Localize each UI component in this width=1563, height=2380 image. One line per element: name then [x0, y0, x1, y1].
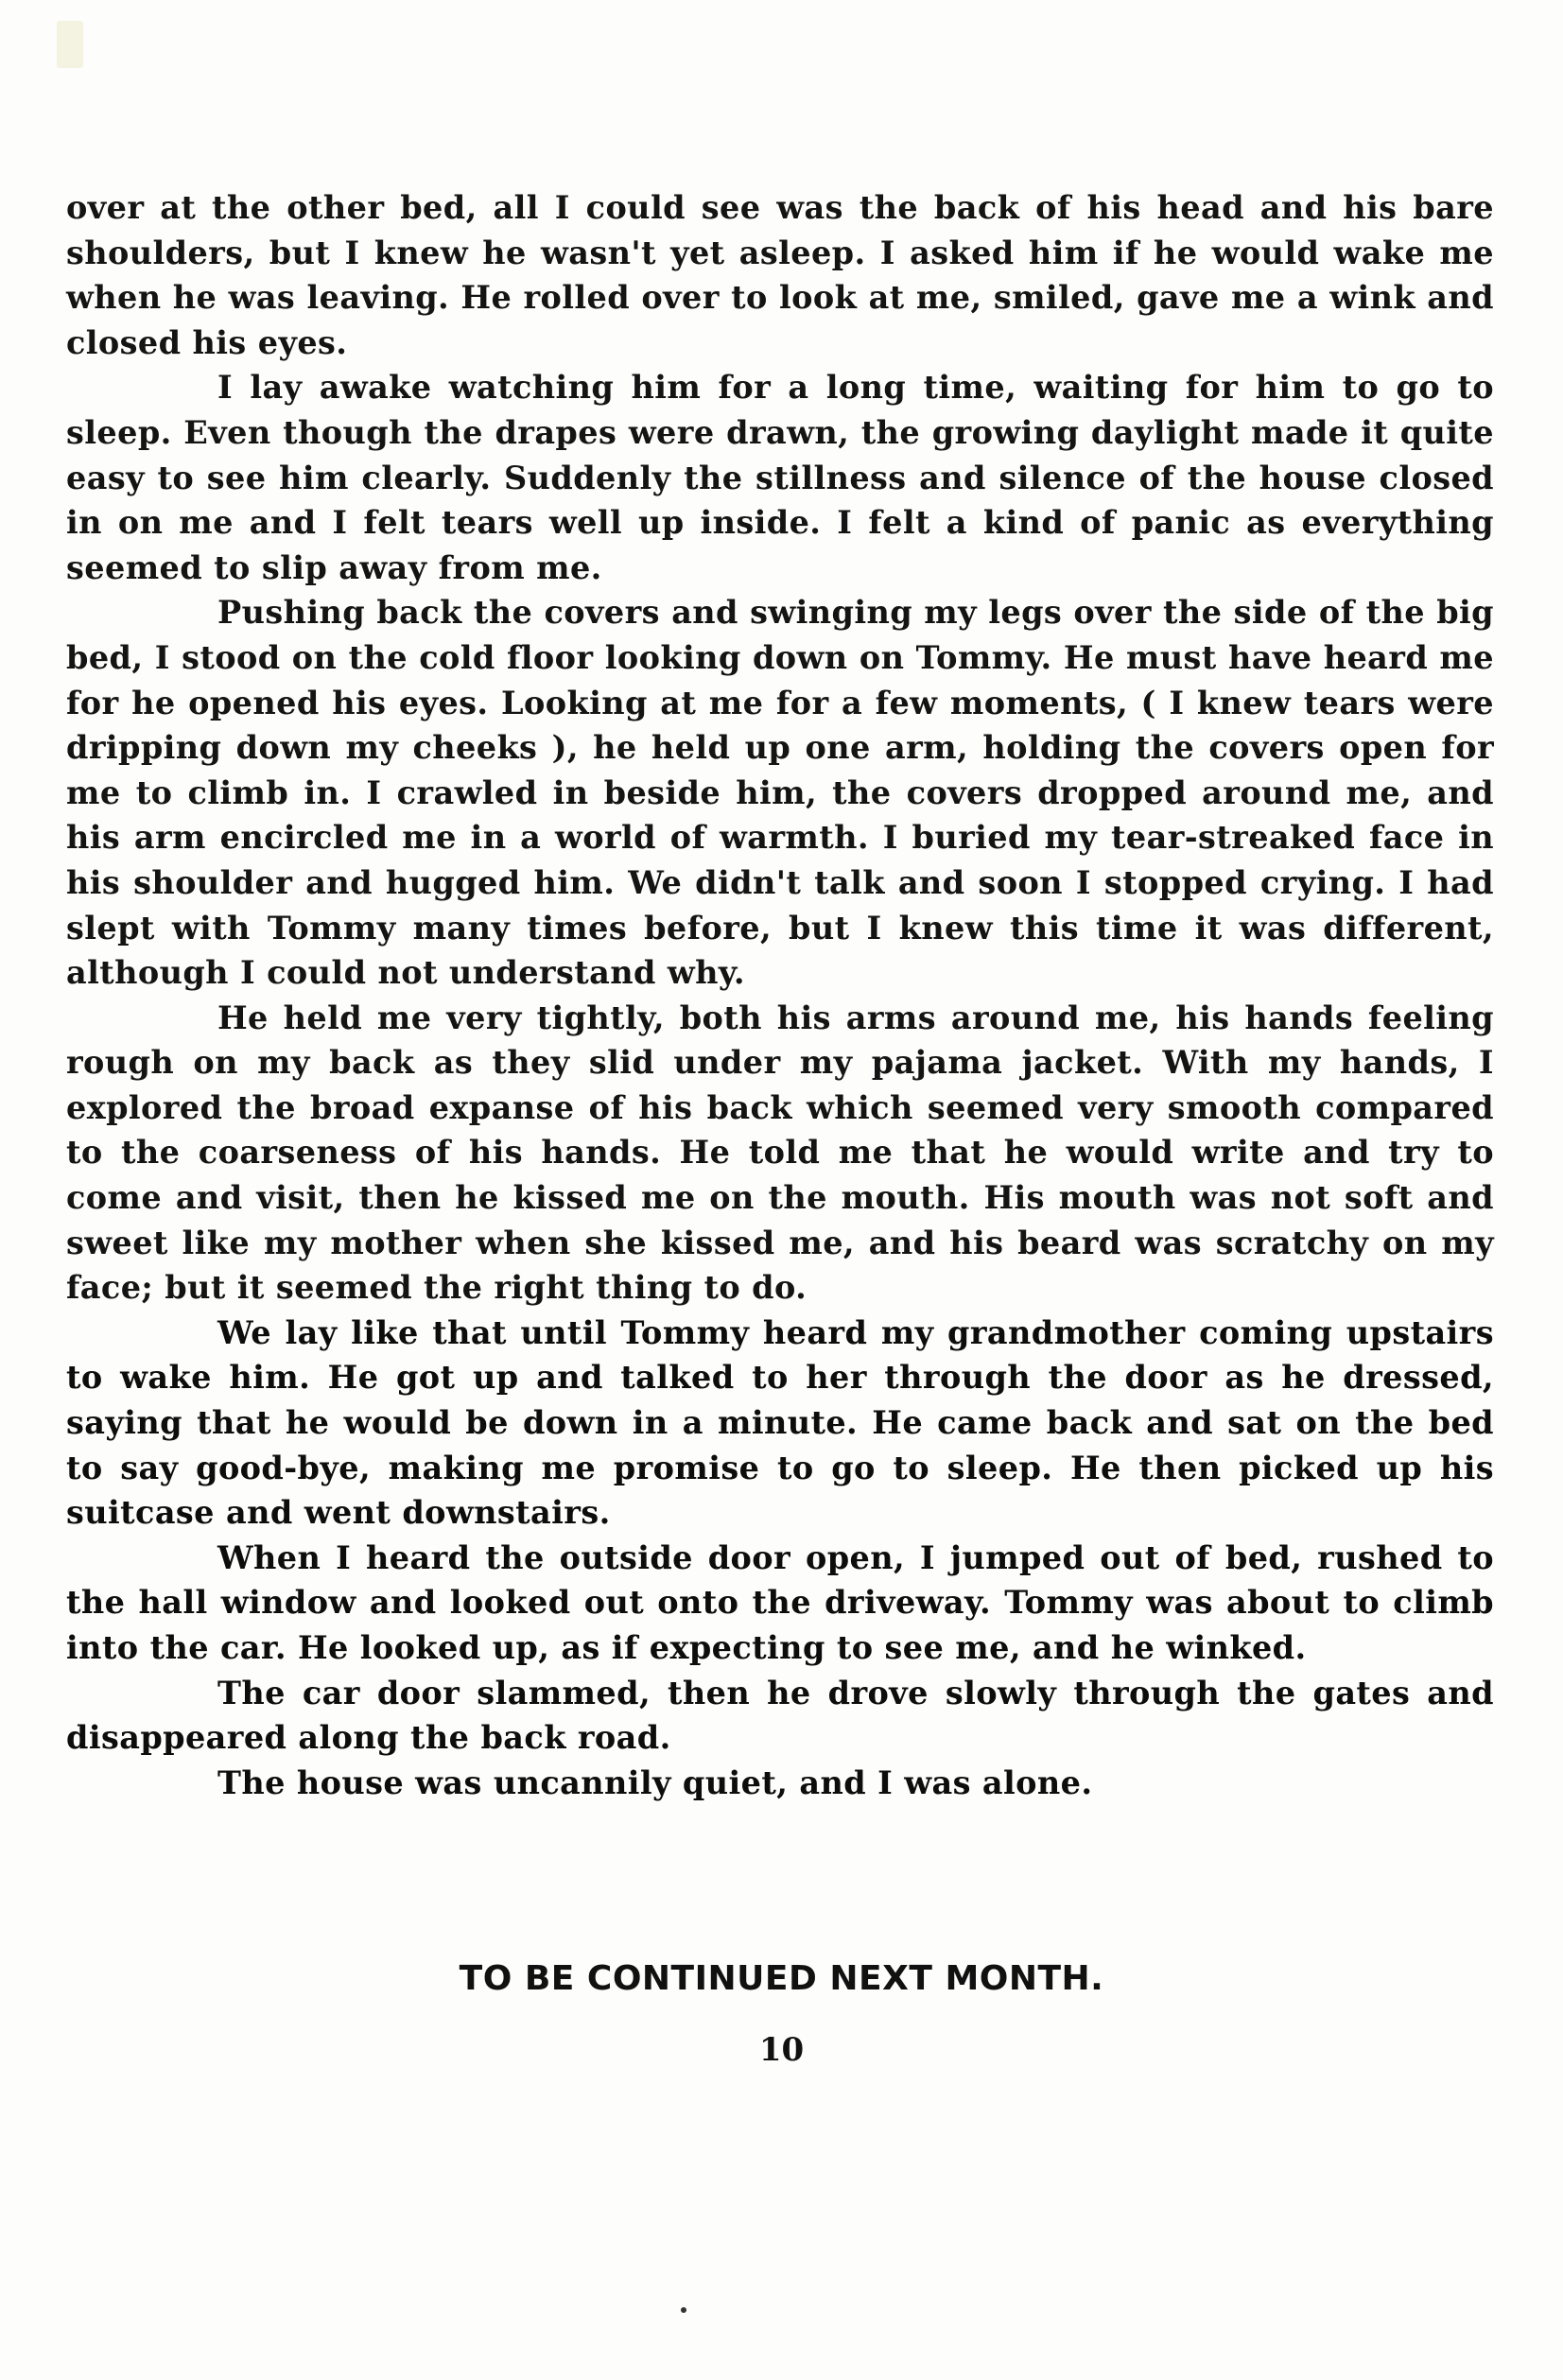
paragraph: over at the other bed, all I could see was the back of his head and his bare shoulders, but I knew he wasn't yet asleep. I asked him if he would wake me when he was leaving. He rolled over to look at me, smiled, gave me a wink and closed his eyes. — [66, 189, 1494, 361]
paragraph: We lay like that until Tommy heard my grandmother coming upstairs to wake him. He got up and talked to her through the door as he dressed, saying that he would be down in a minute. He came back and sat on the bed to say good-bye, making me promise to go to sleep. He then picked up his suitcase and went downstairs. — [66, 1313, 1494, 1532]
page-number: 10 — [758, 2031, 805, 2069]
continued-note: TO BE CONTINUED NEXT MONTH. — [459, 1959, 1104, 1998]
paragraph: When I heard the outside door open, I jumped out of bed, rushed to the hall window and looked out onto the driveway. Tommy was about to climb into the car. He looked up, as if expecting to see me, and he winked. — [66, 1538, 1494, 1666]
paragraph: Pushing back the covers and swinging my legs over the side of the big bed, I stood on the cold floor looking down on Tommy. He must have heard me for he opened his eyes. Looking at me for a few moments, ( I knew tears were dripping down my cheeks ), he held up one arm, holding the covers open for me to climb in. I crawled in beside him, the covers dropped around me, and his arm encircled me in a world of warmth. I buried my tear-streaked face in his shoulder and hugged him. We didn't talk and soon I stopped crying. I had slept with Tommy many times before, but I knew this time it was different, although I could not understand why. — [66, 594, 1494, 992]
paragraph: The house was uncannily quiet, and I was alone. — [217, 1763, 1093, 1801]
story-text — [66, 185, 1494, 1805]
paragraph: I lay awake watching him for a long time, waiting for him to go to sleep. Even though the drapes were drawn, the growing daylight made it quite easy to see him clearly. Suddenly the stillness and silence of the house closed in on me and I felt tears well up inside. I felt a kind of panic as everything seemed to slip away from me. — [66, 369, 1494, 586]
paper-speck — [681, 2307, 686, 2313]
paper-stain — [57, 21, 83, 68]
paragraph: The car door slammed, then he drove slowly through the gates and disappeared along the back road. — [66, 1674, 1494, 1757]
paragraph: He held me very tightly, both his arms around me, his hands feeling rough on my back as they slid under my pajama jacket. With my hands, I explored the broad expanse of his back which seemed very smooth compared to the coarseness of his hands. He told me that he would write and try to come and visit, then he kissed me on the mouth. His mouth was not soft and sweet like my mother when she kissed me, and his beard was scratchy on my face; but it seemed the right thing to do. — [66, 999, 1494, 1307]
